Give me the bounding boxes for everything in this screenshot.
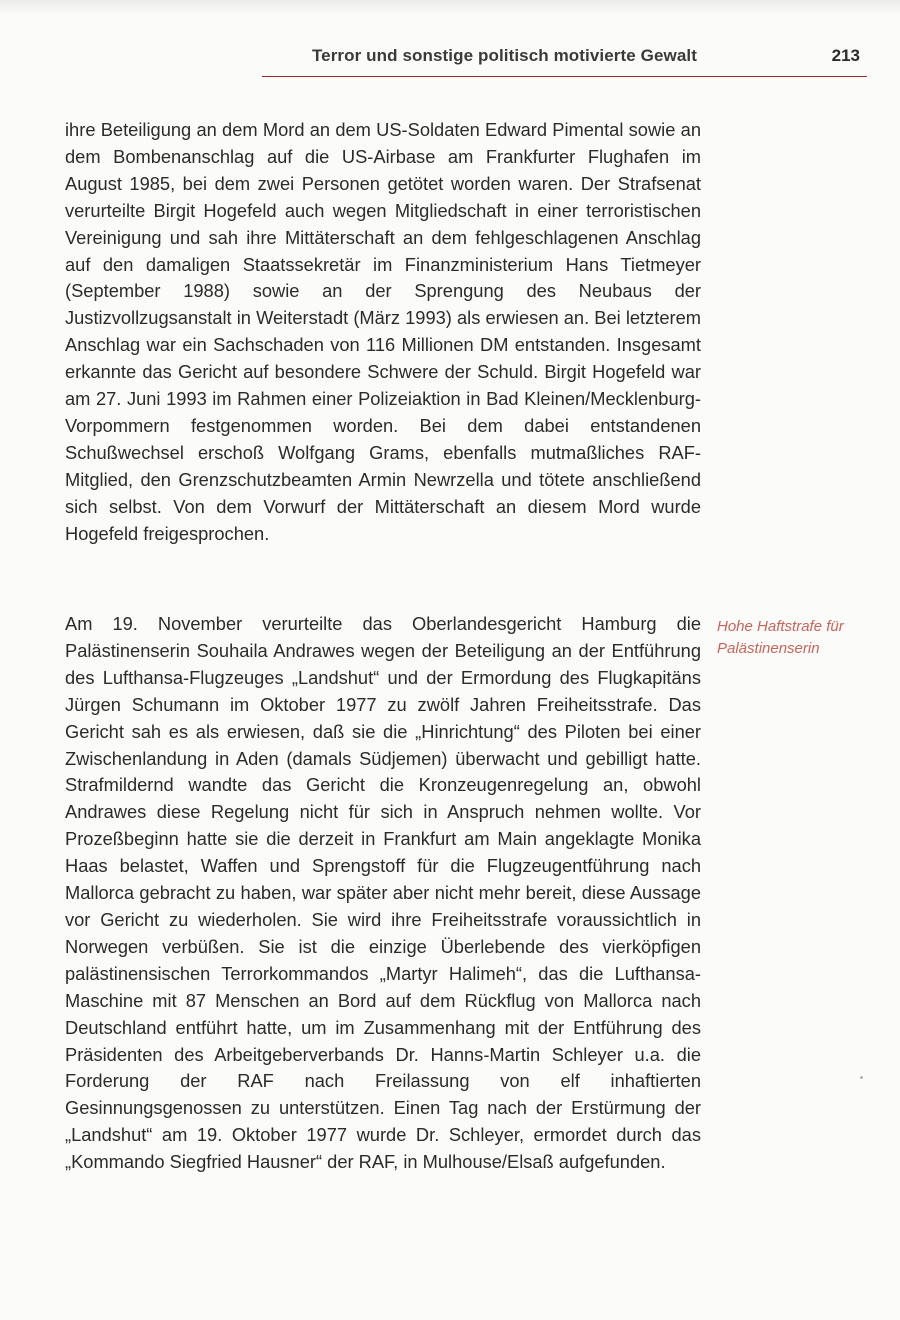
header-rule <box>262 76 867 77</box>
page-number: 213 <box>831 46 860 65</box>
body-paragraph-2: Am 19. November verurteilte das Oberlandesgericht Hamburg die Palästinenserin Souhaila Andrawes wegen der Beteiligung an der Entführung des Lufthansa-Flugzeuges „Landshut“ und der Ermordung des Flugkapitäns Jürgen Schumann im Oktober 1977 zu zwölf Jahren Freiheitsstrafe. Das Gericht sah es als erwiesen, daß sie die „Hinrichtung“ des Piloten bei einer Zwischenlandung in Aden (damals Südjemen) überwacht und gebilligt hatte. Strafmildernd wandte das Gericht die Kronzeugenregelung an, obwohl Andrawes diese Regelung nicht für sich in Anspruch nehmen wollte. Vor Prozeßbeginn hatte sie die derzeit in Frankfurt am Main angeklagte Monika Haas belastet, Waffen und Sprengstoff für die Flugzeugentführung nach Mallorca gebracht zu haben, war später aber nicht mehr bereit, diese Aussage vor Gericht zu wiederholen. Sie wird ihre Freiheitsstrafe voraussichtlich in Norwegen verbüßen. Sie ist die einzige Überlebende des vierköpfigen palästinensischen Terrorkommandos „Martyr Halimeh“, das die Lufthansa-Maschine mit 87 Menschen an Bord auf dem Rückflug von Mallorca nach Deutschland entführt hatte, um im Zusammenhang mit der Entführung des Präsidenten des Arbeitgeberverbands Dr. Hanns-Martin Schleyer u.a. die Forderung der RAF nach Freilassung von elf inhaftierten Gesinnungsgenossen zu unterstützen. Einen Tag nach der Erstürmung der „Landshut“ am 19. Oktober 1977 wurde Dr. Schleyer, ermordet durch das „Kommando Siegfried Hausner“ der RAF, in Mulhouse/Elsaß aufgefunden. <box>65 613 701 1173</box>
body-paragraph-1: ihre Beteiligung an dem Mord an dem US-Soldaten Edward Pimental sowie an dem Bombenanschlag auf die US-Airbase am Frankfurter Flughafen im August 1985, bei dem zwei Personen getötet worden waren. Der Strafsenat verurteilte Birgit Hogefeld auch wegen Mitgliedschaft in einer terroristischen Vereinigung und sah ihre Mittäterschaft an dem fehlgeschlagenen Anschlag auf den damaligen Staatssekretär im Finanzministerium Hans Tietmeyer (September 1988) sowie an der Sprengung des Neubaus der Justizvollzugsanstalt in Weiterstadt (März 1993) als erwiesen an. Bei letzterem Anschlag war ein Sachschaden von 116 Millionen DM entstanden. Insgesamt erkannte das Gericht auf besondere Schwere der Schuld. Birgit Hogefeld war am 27. Juni 1993 im Rahmen einer Polizeiaktion in Bad Kleinen/Mecklenburg-Vorpommern festgenommen worden. Bei dem dabei entstandenen Schußwechsel erschoß Wolfgang Grams, ebenfalls mutmaßliches RAF-Mitglied, den Grenzschutzbeamten Armin Newrzella und tötete anschließend sich selbst. Von dem Vorwurf der Mittäterschaft an diesem Mord wurde Hogefeld freigesprochen. <box>65 119 701 544</box>
page-top-shadow <box>0 0 900 16</box>
running-header <box>0 46 900 72</box>
margin-note: Hohe Haftstrafe für Palästinenserin <box>717 618 844 657</box>
running-title: Terror und sonstige politisch motivierte Gewalt <box>311 46 697 65</box>
scan-speck <box>860 1076 863 1079</box>
